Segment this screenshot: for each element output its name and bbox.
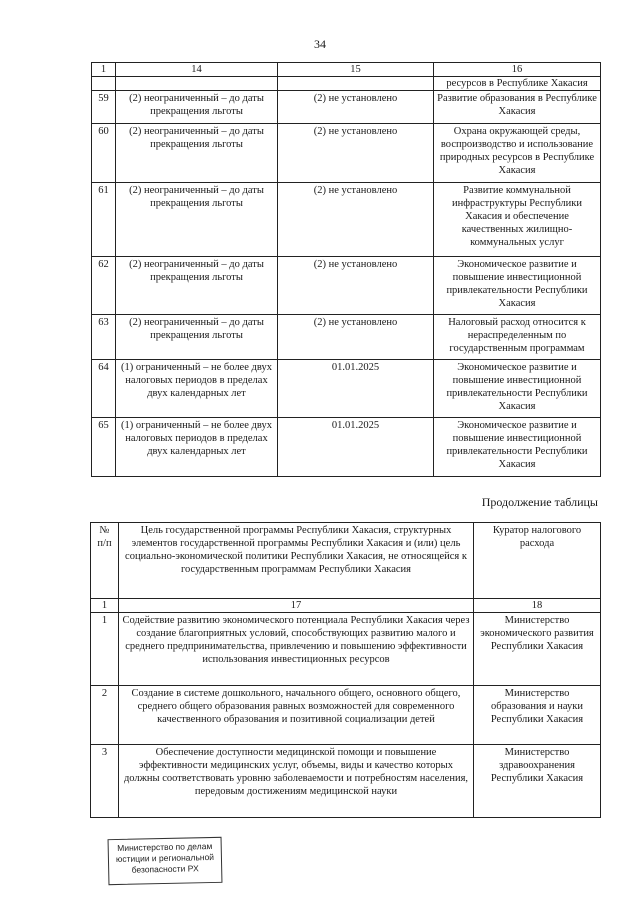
continuation-cell: ресурсов в Республике Хакасия [434, 77, 601, 91]
program-cell: Экономическое развитие и повышение инвестиционной привлекательности Республики Хакасия [434, 360, 601, 418]
duration-cell: (1) ограниченный – не более двух налоговых периодов в пределах двух календарных лет [116, 360, 278, 418]
tax-expenditure-table-bottom [90, 522, 601, 818]
stamp-line: безопасности РХ [131, 863, 199, 875]
table-row [92, 124, 601, 183]
column-number: 17 [119, 599, 474, 613]
program-cell: Налоговый расход относится к нераспределенным по государственным программам [434, 315, 601, 360]
duration-cell: (2) неограниченный – до даты прекращения льготы [116, 91, 278, 124]
curator-cell: Министерство образования и науки Республики Хакасия [474, 686, 601, 745]
column-number: 18 [474, 599, 601, 613]
end-date-cell: (2) не установлено [278, 257, 434, 315]
program-cell: Охрана окружающей среды, воспроизводство и использование природных ресурсов в Республике Хакасия [434, 124, 601, 183]
column-number: 1 [91, 599, 119, 613]
row-number: 60 [92, 124, 116, 183]
end-date-cell: 01.01.2025 [278, 360, 434, 418]
table-row [92, 183, 601, 257]
table-row [92, 360, 601, 418]
row-number: 2 [91, 686, 119, 745]
curator-cell: Министерство здравоохранения Республики Хакасия [474, 745, 601, 818]
end-date-cell: 01.01.2025 [278, 418, 434, 477]
column-number: 1 [92, 63, 116, 77]
row-number: 61 [92, 183, 116, 257]
row-number: 1 [91, 613, 119, 686]
row-number: 64 [92, 360, 116, 418]
goal-cell: Содействие развитию экономического потенциала Республики Хакасия через создание благоприятных условий, способствующих развитию малого и среднего предпринимательства, привлечению и повышению эффективности использования инвестиционных ресурсов [119, 613, 474, 686]
curator-cell: Министерство экономического развития Республики Хакасия [474, 613, 601, 686]
header-number: № п/п [91, 523, 119, 599]
table-row [92, 418, 601, 477]
duration-cell: (1) ограниченный – не более двух налоговых периодов в пределах двух календарных лет [116, 418, 278, 477]
table-header-row [91, 523, 601, 599]
table-row [91, 613, 601, 686]
row-number: 63 [92, 315, 116, 360]
tax-expenditure-table-top [91, 62, 601, 477]
table-header-row [92, 63, 601, 77]
end-date-cell: (2) не установлено [278, 315, 434, 360]
table-continuation-label: Продолжение таблицы [481, 495, 598, 509]
row-number: 65 [92, 418, 116, 477]
program-cell: Экономическое развитие и повышение инвестиционной привлекательности Республики Хакасия [434, 418, 601, 477]
page-number: 34 [314, 37, 326, 51]
end-date-cell: (2) не установлено [278, 124, 434, 183]
row-number: 59 [92, 91, 116, 124]
goal-cell: Создание в системе дошкольного, начального общего, основного общего, среднего общего образования равных возможностей для современного качественного образования и позитивной социализации детей [119, 686, 474, 745]
program-cell: Экономическое развитие и повышение инвестиционной привлекательности Республики Хакасия [434, 257, 601, 315]
table-row [92, 77, 601, 91]
duration-cell: (2) неограниченный – до даты прекращения льготы [116, 124, 278, 183]
column-number: 15 [278, 63, 434, 77]
goal-cell: Обеспечение доступности медицинской помощи и повышение эффективности медицинских услуг, объемы, виды и качество которых должны соответствовать уровню заболеваемости и потребностям населения, передовым достижениям медицинской науки [119, 745, 474, 818]
program-cell: Развитие образования в Республике Хакасия [434, 91, 601, 124]
header-curator: Куратор налогового расхода [474, 523, 601, 599]
duration-cell: (2) неограниченный – до даты прекращения льготы [116, 315, 278, 360]
column-number-row [91, 599, 601, 613]
table-row [91, 686, 601, 745]
end-date-cell: (2) не установлено [278, 91, 434, 124]
table-row [92, 257, 601, 315]
end-date-cell: (2) не установлено [278, 183, 434, 257]
header-goal: Цель государственной программы Республики Хакасия, структурных элементов государственной программы Республики Хакасия и (или) цель социально-экономической политики Республики Хакасия, не относящейся к государственным программам Республики Хакасия [119, 523, 474, 599]
table-row [92, 315, 601, 360]
duration-cell: (2) неограниченный – до даты прекращения льготы [116, 257, 278, 315]
program-cell: Развитие коммунальной инфраструктуры Республики Хакасия и обеспечение качественных жилищно-коммунальных услуг [434, 183, 601, 257]
row-number: 3 [91, 745, 119, 818]
stamp-line: юстиции и региональной [115, 851, 215, 865]
stamp-line: Министерство по делам [117, 841, 213, 853]
ministry-stamp [108, 837, 223, 885]
table-row [91, 745, 601, 818]
column-number: 14 [116, 63, 278, 77]
row-number: 62 [92, 257, 116, 315]
column-number: 16 [434, 63, 601, 77]
duration-cell: (2) неограниченный – до даты прекращения льготы [116, 183, 278, 257]
table-row [92, 91, 601, 124]
